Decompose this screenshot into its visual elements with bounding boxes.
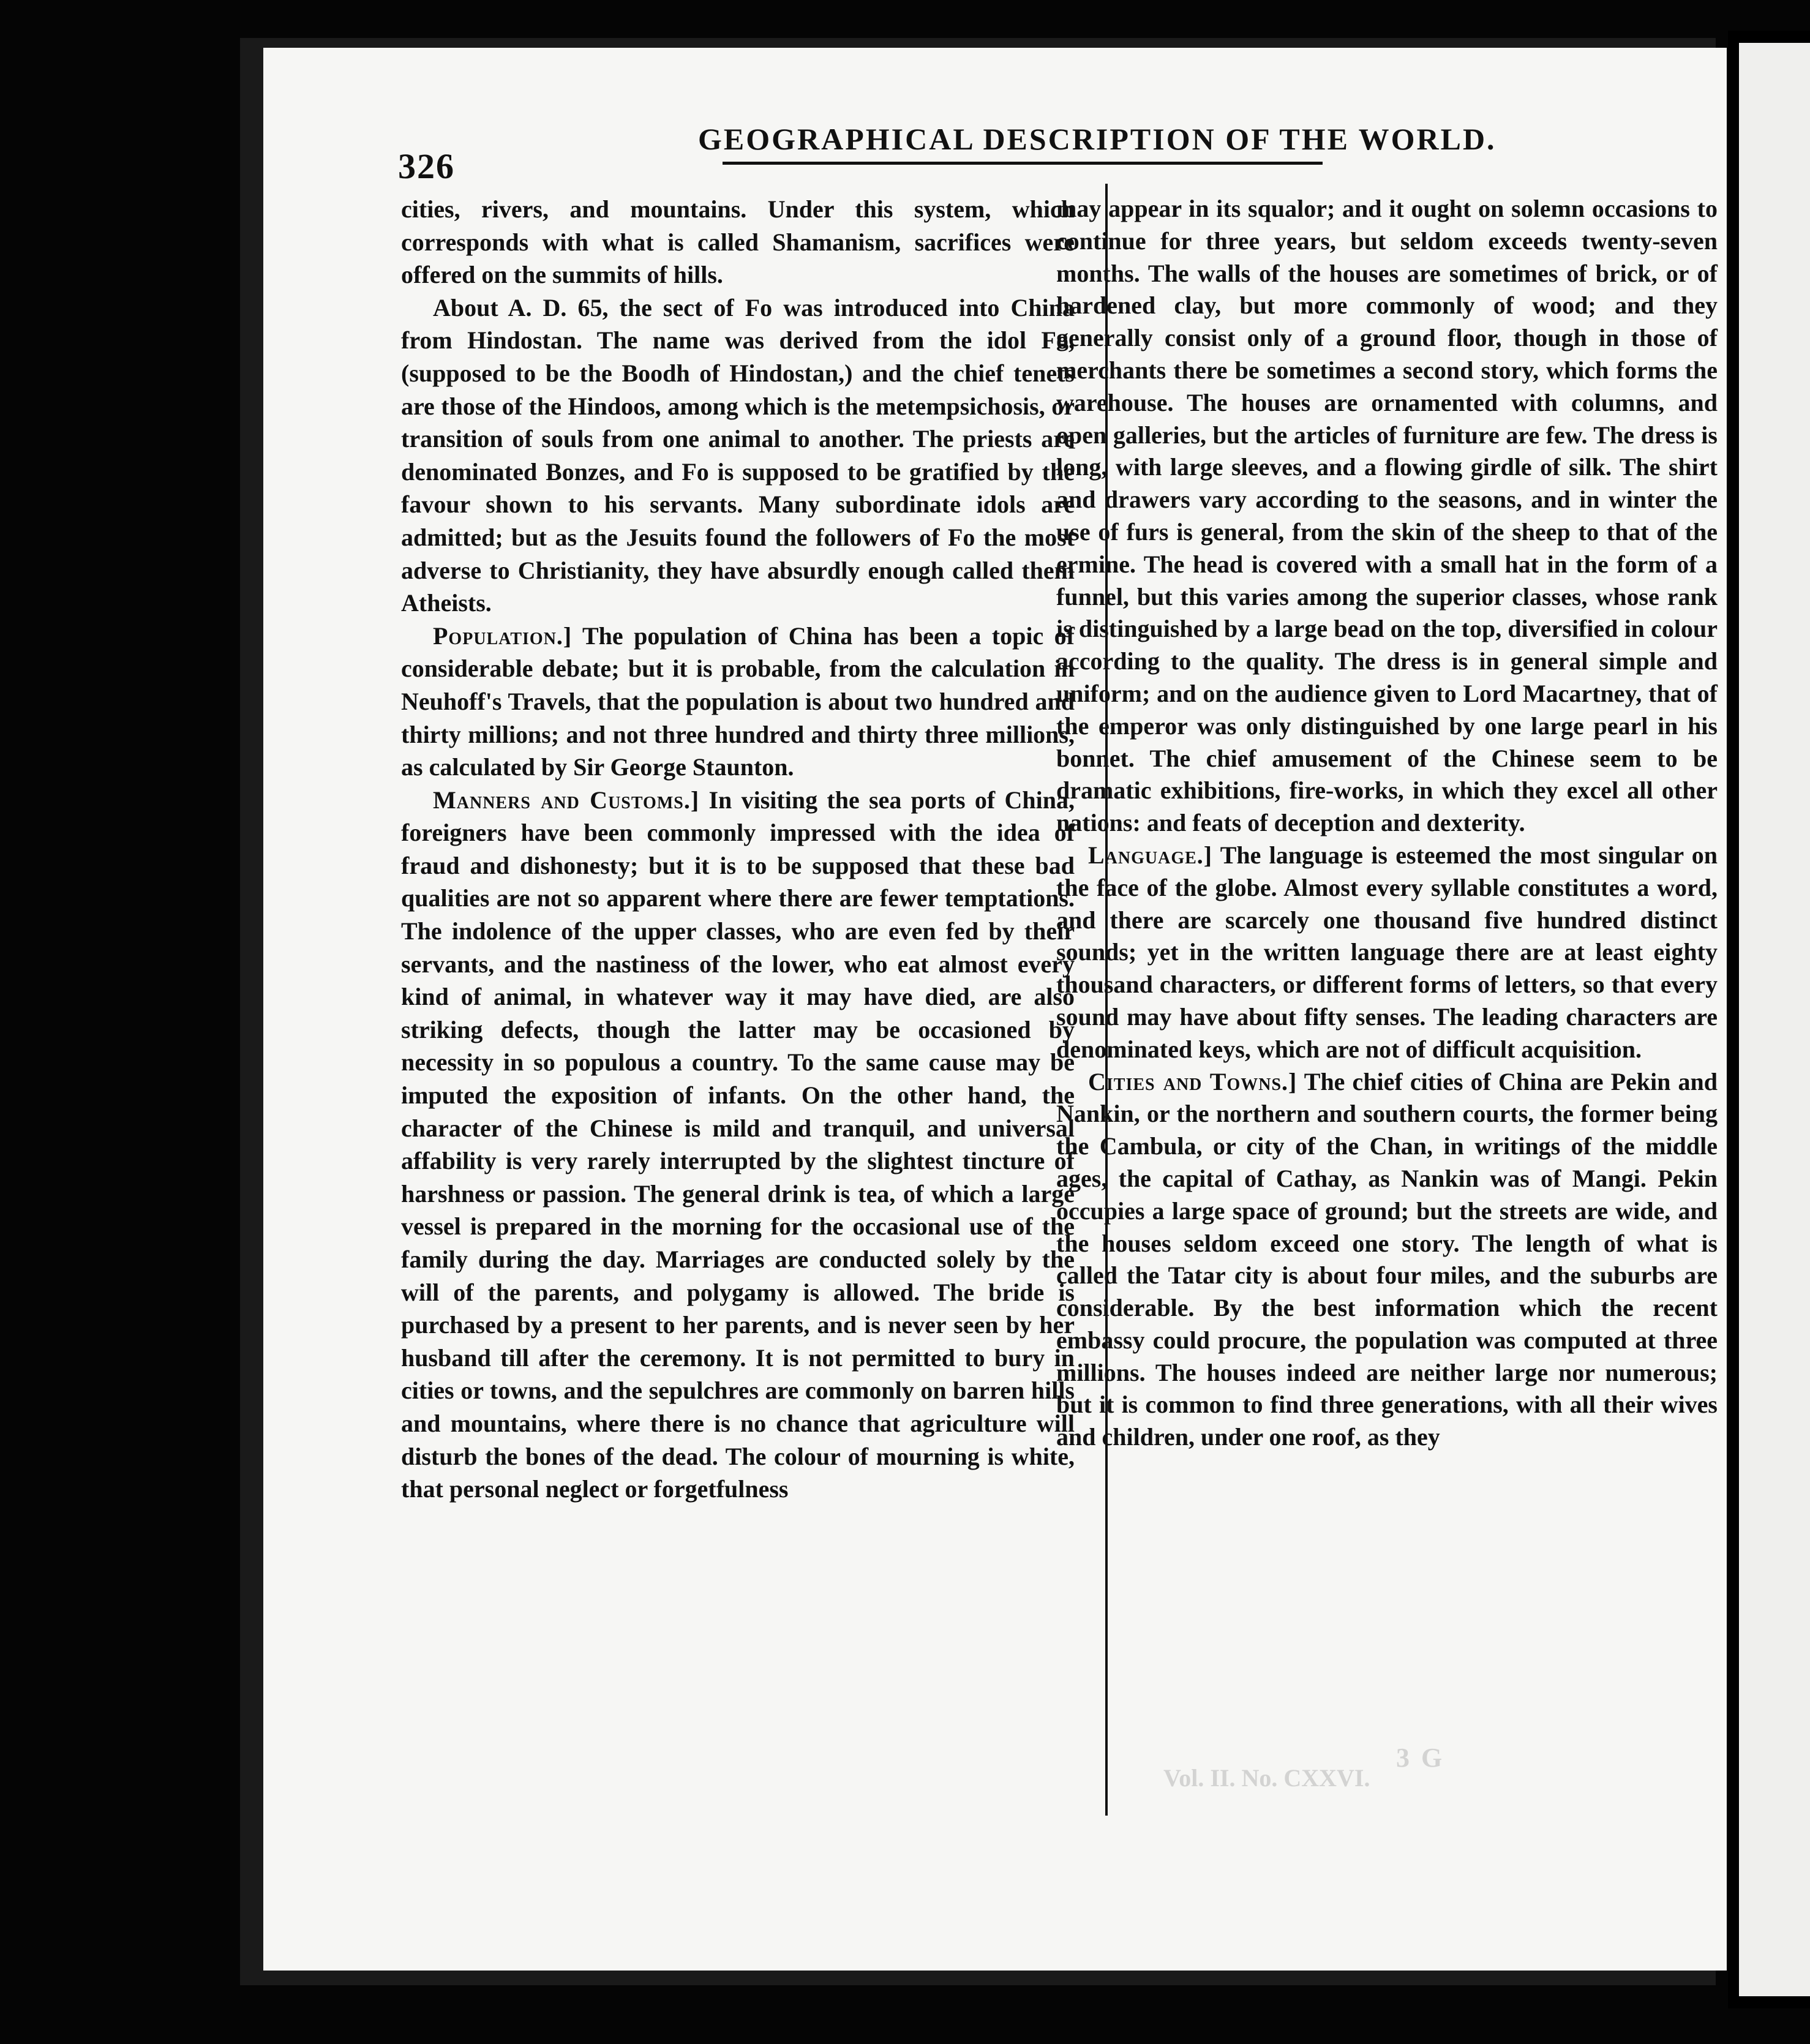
section-heading-language: Language.]	[1088, 841, 1213, 869]
page-header	[398, 121, 1721, 186]
paragraph-religion-end: cities, rivers, and mountains. Under this system, which corresponds with what is called Shamanism, sacrifices were offered on the summits of hills.	[401, 195, 1075, 289]
bleed-through-signature: Vol. II. No. CXXVI.	[1163, 1764, 1370, 1792]
language-text: The language is esteemed the most singular on the face of the globe. Almost every syllable constitutes a word, and there are scarcely one thousand five hundred distinct sounds; yet in the written language there are at least eighty thousand characters, or different forms of letters, so that every sound may have about fifty senses. The leading characters are denominated keys, which are not of difficult acquisition.	[1056, 841, 1718, 1063]
section-heading-cities-towns: Cities and Towns.]	[1088, 1067, 1297, 1095]
paragraph-customs-continued: may appear in its squalor; and it ought on solemn occasions to continue for three years, but seldom exceeds twenty-seven months. The walls of the houses are sometimes of brick, or of hardened clay, but more commonly of wood; and they generally consist only of a ground floor, though in those of merchants there be sometimes a second story, which forms the warehouse. The houses are ornamented with columns, and open galleries, but the articles of furniture are few. The dress is long, with large sleeves, and a flowing girdle of silk. The shirt and drawers vary according to the seasons, and in winter the use of furs is general, from the skin of the sheep to that of the ermine. The head is covered with a small hat in the form of a funnel, but this varies among the superior classes, whose rank is distinguished by a large bead on the top, diversified in colour according to the quality. The dress is in general simple and uniform; and on the audience given to Lord Macartney, that of the emperor was only distinguished by one large pearl in his bonnet. The chief amusement of the Chinese seem to be dramatic exhibitions, fire-works, in which they excel all other nations: and feats of deception and dexterity.	[1056, 195, 1718, 837]
population-text: The population of China has been a topic of considerable debate; but it is probable, from the calculation in Neuhoff's Travels, that the population is about two hundred and thirty millions; and not three hundred and thirty three millions, as calculated by Sir George Staunton.	[401, 622, 1075, 781]
manners-customs-text: In visiting the sea ports of China, foreigners have been commonly impressed with the idea of fraud and dishonesty; but it is to be supposed that these bad qualities are not so apparent where there are fewer temptations. The indolence of the upper classes, who are even fed by their servants, and the nastiness of the lower, who eat almost every kind of animal, in whatever way it may have died, are also striking defects, though the latter may be occasioned by necessity in so populous a country. To the same cause may be imputed the exposition of infants. On the other hand, the character of the Chinese is mild and tranquil, and universal affability is very rarely interrupted by the slightest tincture of harshness or passion. The general drink is tea, of which a large vessel is prepared in the morning for the occasional use of the family during the day. Marriages are conducted solely by the will of the parents, and polygamy is allowed. The bride is purchased by a present to her parents, and is never seen by her husband till after the ceremony. It is not permitted to bury in cities or towns, and the sepulchres are commonly on barren hills and mountains, where there is no chance that agriculture will disturb the bones of the dead. The colour of mourning is white, that personal neglect or forgetfulness	[401, 786, 1075, 1503]
paragraph-cities-towns	[1056, 1066, 1718, 1454]
left-column	[401, 193, 1075, 1797]
paragraph-manners-customs	[401, 784, 1075, 1506]
facing-page-sliver	[1739, 43, 1810, 1996]
right-column	[1056, 193, 1718, 1797]
running-title: GEOGRAPHICAL DESCRIPTION OF THE WORLD.	[698, 122, 1496, 156]
paragraph-sect-of-fo: About A. D. 65, the sect of Fo was introduced into China from Hindostan. The name was derived from the idol Fo, (supposed to be the Boodh of Hindostan,) and the chief tenets are those of the Hindoos, among which is the metempsichosis, or transition of souls from one animal to another. The priests are denominated Bonzes, and Fo is supposed to be gratified by the favour shown to his servants. Many subordinate idols are admitted; but as the Jesuits found the followers of Fo the most adverse to Christianity, they have absurdly enough called them Atheists.	[401, 293, 1075, 617]
page-number: 326	[398, 146, 455, 186]
section-heading-manners-customs: Manners and Customs.]	[433, 786, 700, 814]
section-heading-population: Population.]	[433, 622, 573, 650]
paragraph-population	[401, 620, 1075, 784]
paragraph-language	[1056, 840, 1718, 1066]
cities-towns-text: The chief cities of China are Pekin and Nankin, or the northern and southern courts, the former being the Cambula, or city of the Chan, in writings of the middle ages, the capital of Cathay, as Nankin was of Mangi. Pekin occupies a large space of ground; but the streets are wide, and the houses seldom exceed one story. The length of what is called the Tatar city is about four miles, and the suburbs are considerable. By the best information which the recent embassy could procure, the population was computed at three millions. The houses indeed are neither large nor numerous; but it is common to find three generations, with all their wives and children, under one roof, as they	[1056, 1067, 1718, 1451]
bleed-through-mark: 3 G	[1396, 1743, 1445, 1773]
header-rule	[723, 162, 1323, 165]
